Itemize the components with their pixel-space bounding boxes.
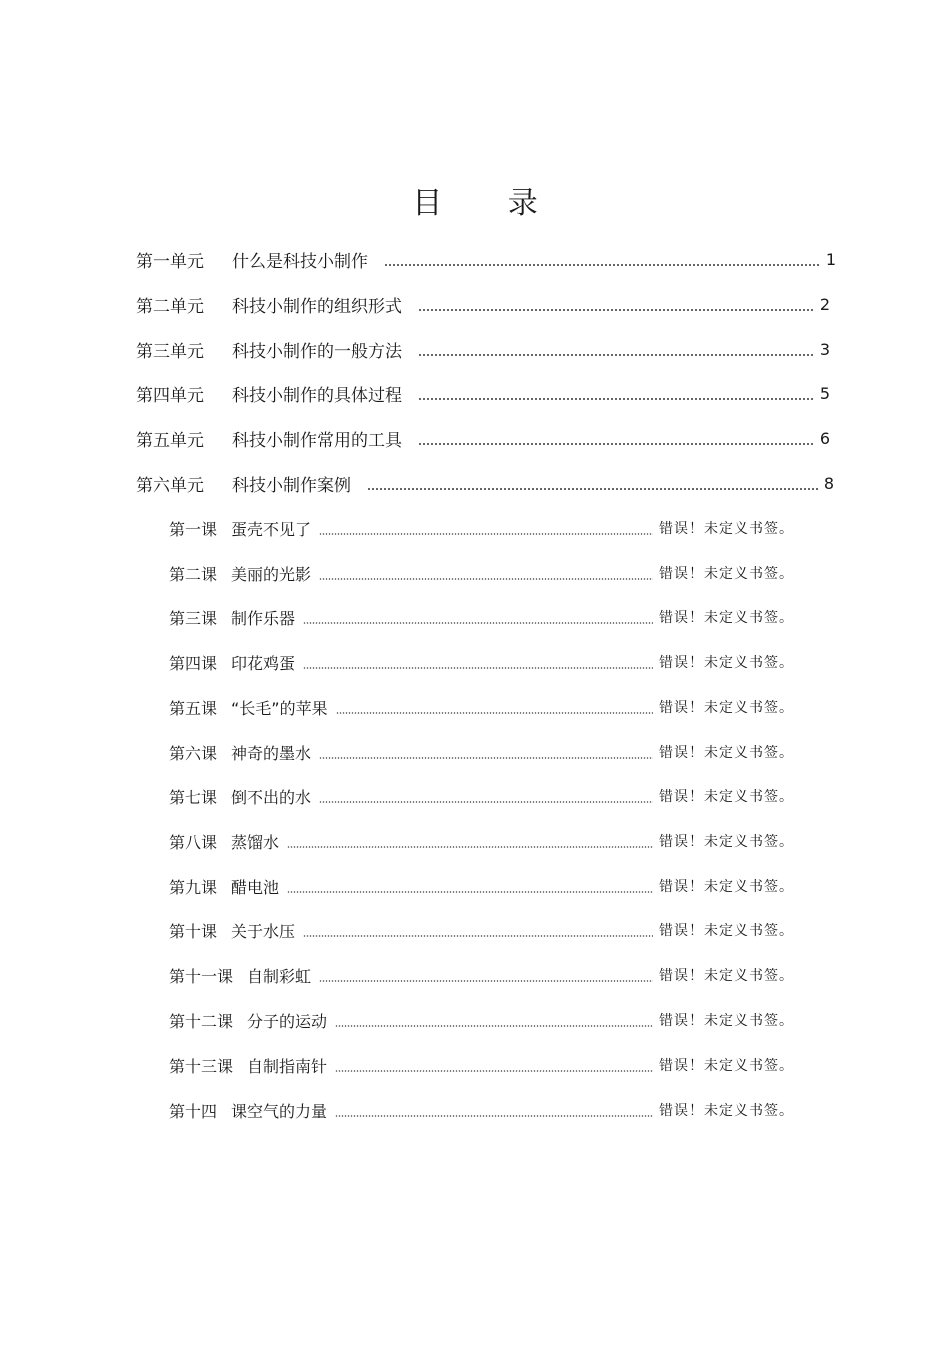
bookmark-error: 错误！未定义书签。 xyxy=(659,521,794,537)
lesson-title: 自制指南针 xyxy=(247,1056,328,1076)
dot-leader xyxy=(287,846,653,848)
dot-leader xyxy=(303,667,653,669)
toc-lesson-entry[interactable] xyxy=(169,605,794,629)
toc-unit-entry[interactable] xyxy=(136,426,830,450)
bookmark-error: 错误！未定义书签。 xyxy=(659,923,794,939)
dot-leader xyxy=(384,264,820,266)
lesson-number: 第十课 xyxy=(169,921,218,941)
lesson-number: 第一课 xyxy=(169,519,218,539)
bookmark-error: 错误！未定义书签。 xyxy=(659,655,794,671)
dot-leader xyxy=(303,935,653,937)
bookmark-error: 错误！未定义书签。 xyxy=(659,610,794,626)
lesson-title: 神奇的墨水 xyxy=(231,743,312,763)
dot-leader xyxy=(336,712,653,714)
unit-title: 科技小制作的一般方法 xyxy=(232,341,402,362)
lesson-title: 关于水压 xyxy=(231,921,296,941)
unit-number: 第一单元 xyxy=(136,251,204,272)
page-number: 5 xyxy=(819,383,830,403)
lesson-number: 第二课 xyxy=(169,564,218,584)
bookmark-error: 错误！未定义书签。 xyxy=(659,834,794,850)
bookmark-error: 错误！未定义书签。 xyxy=(659,879,794,895)
toc-lesson-entry[interactable] xyxy=(169,784,794,808)
unit-title: 科技小制作案例 xyxy=(232,475,351,496)
unit-title: 科技小制作的组织形式 xyxy=(232,296,402,317)
lesson-title: 分子的运动 xyxy=(247,1011,328,1031)
page-number: 1 xyxy=(825,249,836,269)
unit-number: 第二单元 xyxy=(136,296,204,317)
toc-lesson-entry[interactable] xyxy=(169,561,794,585)
unit-title: 科技小制作常用的工具 xyxy=(232,430,402,451)
lesson-title: 课空气的力量 xyxy=(231,1101,328,1121)
lesson-title: 印花鸡蛋 xyxy=(231,653,296,673)
toc-lesson-entry[interactable] xyxy=(169,918,794,942)
unit-title: 什么是科技小制作 xyxy=(232,251,368,272)
lesson-title: 自制彩虹 xyxy=(247,966,312,986)
dot-leader xyxy=(319,801,653,803)
unit-number: 第五单元 xyxy=(136,430,204,451)
page-number: 8 xyxy=(823,473,834,493)
page-number: 2 xyxy=(819,294,830,314)
dot-leader xyxy=(303,622,653,624)
page-number: 3 xyxy=(819,339,830,359)
bookmark-error: 错误！未定义书签。 xyxy=(659,1103,794,1119)
lesson-title: 蒸馏水 xyxy=(231,832,280,852)
unit-title: 科技小制作的具体过程 xyxy=(232,385,402,406)
lesson-number: 第十四 xyxy=(169,1101,218,1121)
toc-lesson-entry[interactable] xyxy=(169,1053,794,1077)
toc-unit-entry[interactable] xyxy=(136,471,834,495)
lesson-title: 醋电池 xyxy=(231,877,280,897)
lesson-number: 第七课 xyxy=(169,787,218,807)
bookmark-error: 错误！未定义书签。 xyxy=(659,700,794,716)
dot-leader xyxy=(367,488,818,490)
lesson-number: 第五课 xyxy=(169,698,218,718)
bookmark-error: 错误！未定义书签。 xyxy=(659,566,794,582)
toc-lesson-entry[interactable] xyxy=(169,1008,794,1032)
dot-leader xyxy=(287,891,653,893)
toc-unit-entry[interactable] xyxy=(136,337,830,361)
toc-title: 目 录 xyxy=(412,186,566,221)
dot-leader xyxy=(319,533,653,535)
dot-leader xyxy=(335,1025,653,1027)
toc-lesson-entry[interactable] xyxy=(169,1098,794,1122)
bookmark-error: 错误！未定义书签。 xyxy=(659,789,794,805)
unit-number: 第四单元 xyxy=(136,385,204,406)
toc-lesson-entry[interactable] xyxy=(169,829,794,853)
bookmark-error: 错误！未定义书签。 xyxy=(659,968,794,984)
toc-unit-entry[interactable] xyxy=(136,381,830,405)
lesson-number: 第四课 xyxy=(169,653,218,673)
toc-lesson-entry[interactable] xyxy=(169,740,794,764)
toc-unit-entry[interactable] xyxy=(136,292,830,316)
dot-leader xyxy=(418,398,814,400)
bookmark-error: 错误！未定义书签。 xyxy=(659,1058,794,1074)
dot-leader xyxy=(319,980,653,982)
lesson-number: 第九课 xyxy=(169,877,218,897)
toc-lesson-entry[interactable] xyxy=(169,516,794,540)
unit-number: 第六单元 xyxy=(136,475,204,496)
lesson-number: 第八课 xyxy=(169,832,218,852)
bookmark-error: 错误！未定义书签。 xyxy=(659,745,794,761)
toc-unit-entry[interactable] xyxy=(136,247,836,271)
dot-leader xyxy=(418,309,814,311)
dot-leader xyxy=(319,578,653,580)
lesson-number: 第十二课 xyxy=(169,1011,234,1031)
dot-leader xyxy=(418,354,814,356)
dot-leader xyxy=(335,1115,653,1117)
toc-lesson-entry[interactable] xyxy=(169,874,794,898)
bookmark-error: 错误！未定义书签。 xyxy=(659,1013,794,1029)
lesson-number: 第六课 xyxy=(169,743,218,763)
unit-number: 第三单元 xyxy=(136,341,204,362)
lesson-number: 第十一课 xyxy=(169,966,234,986)
lesson-title: 美丽的光影 xyxy=(231,564,312,584)
lesson-title: 蛋壳不见了 xyxy=(231,519,312,539)
dot-leader xyxy=(335,1070,653,1072)
lesson-title: 制作乐器 xyxy=(231,608,296,628)
page-number: 6 xyxy=(819,428,830,448)
dot-leader xyxy=(418,443,814,445)
toc-lesson-entry[interactable] xyxy=(169,695,794,719)
lesson-title: “长毛”的苹果 xyxy=(231,698,328,718)
toc-lesson-entry[interactable] xyxy=(169,963,794,987)
lesson-number: 第三课 xyxy=(169,608,218,628)
toc-lesson-entry[interactable] xyxy=(169,650,794,674)
lesson-title: 倒不出的水 xyxy=(231,787,312,807)
dot-leader xyxy=(319,757,653,759)
lesson-number: 第十三课 xyxy=(169,1056,234,1076)
